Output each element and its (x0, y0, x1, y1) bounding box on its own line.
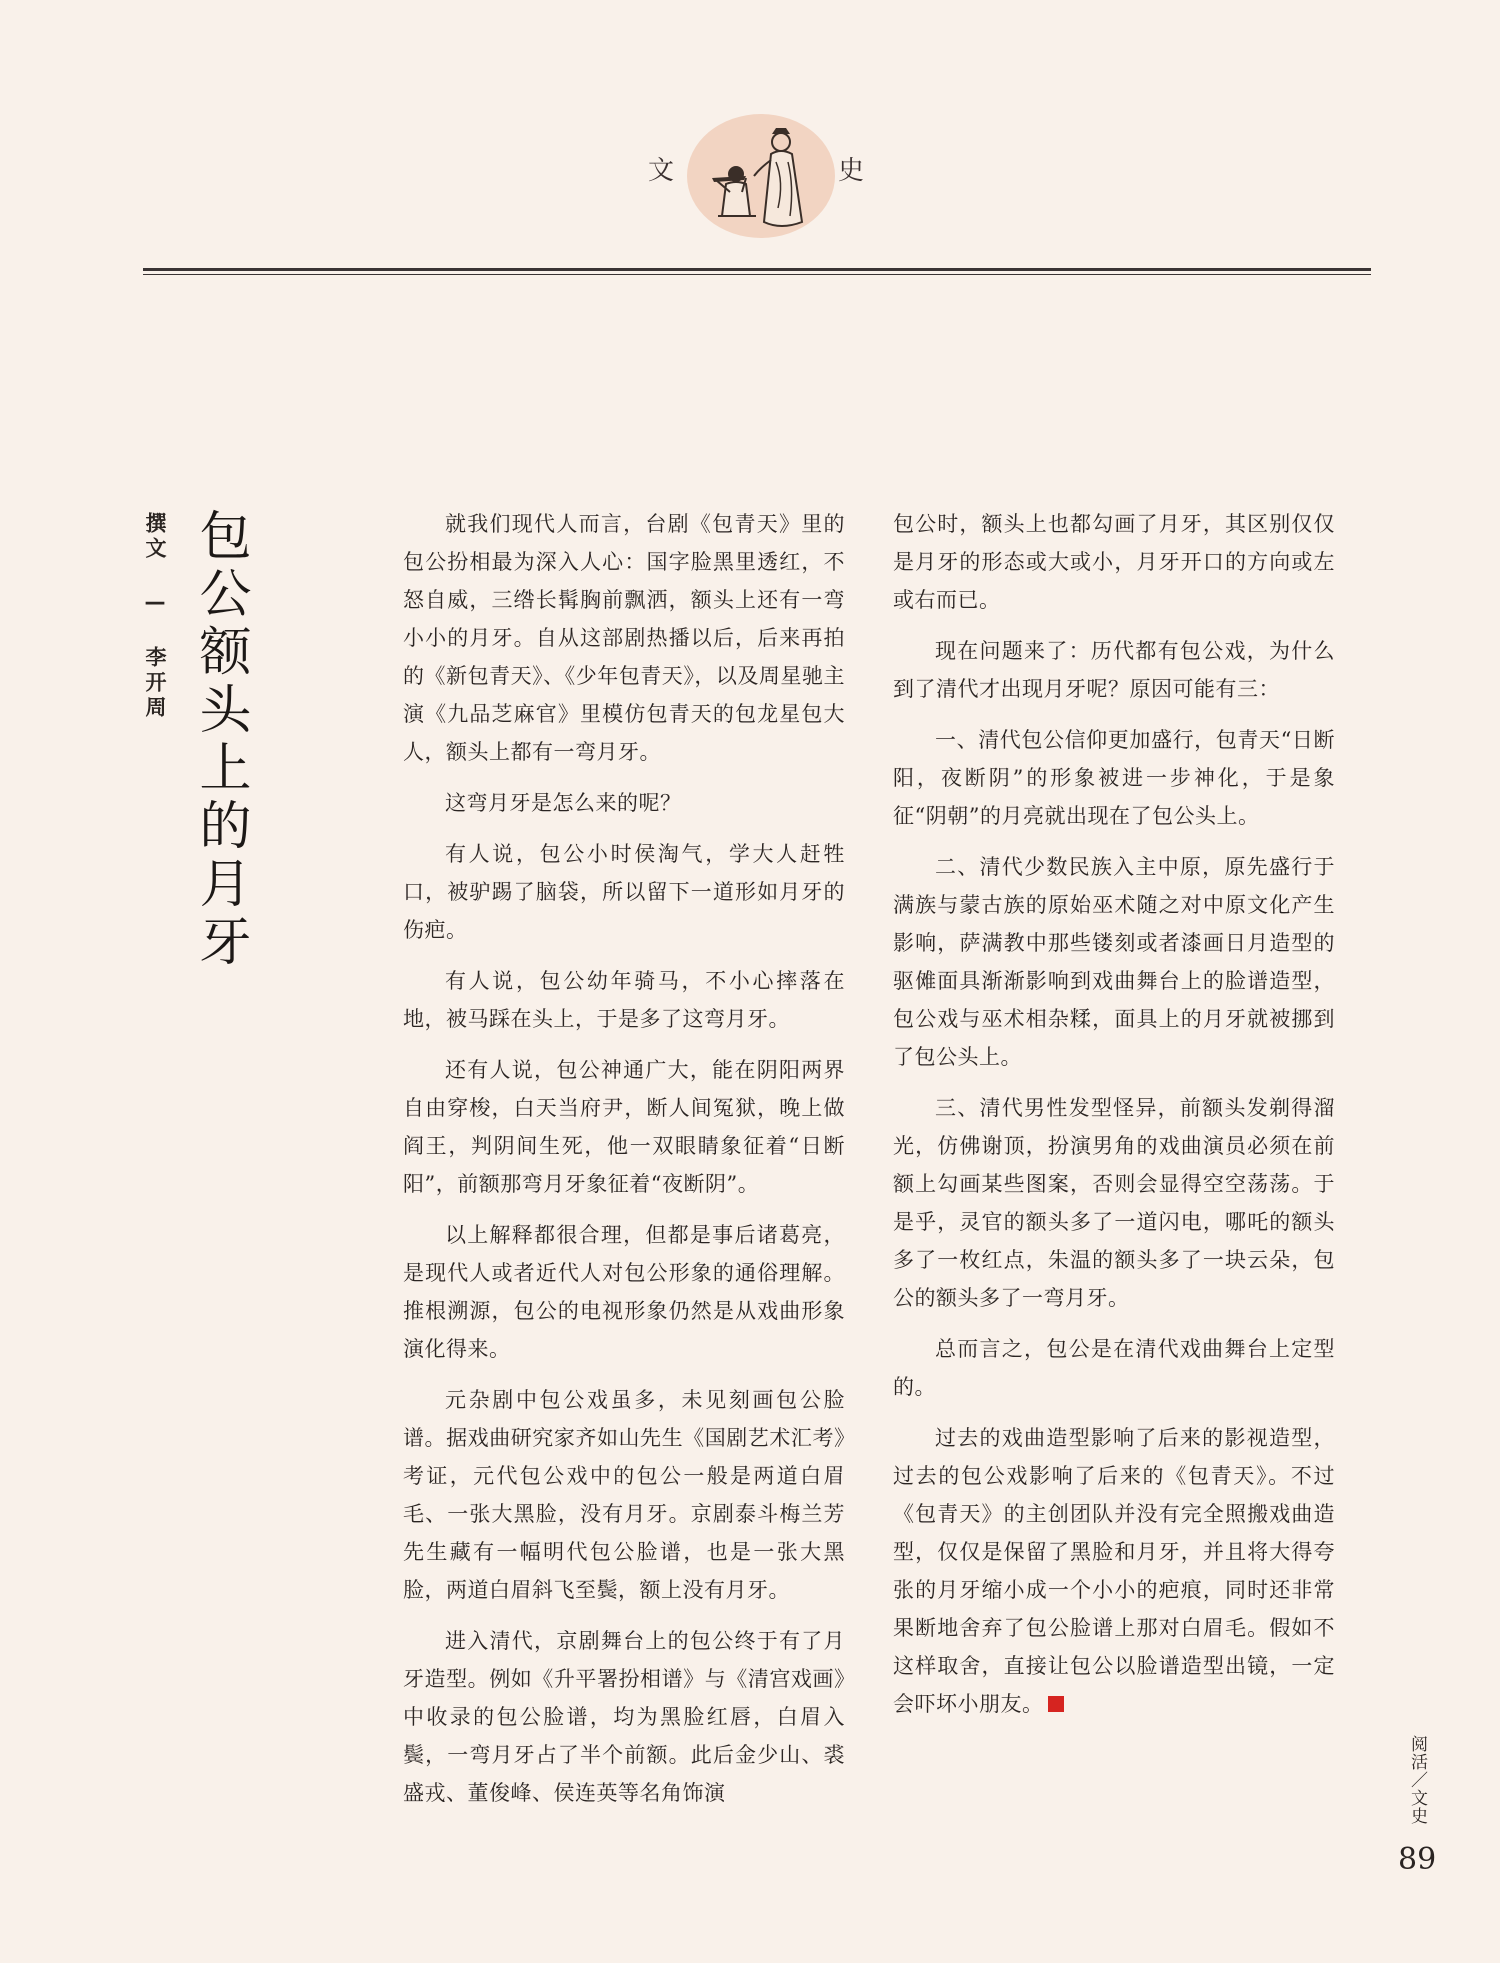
paragraph: 三、清代男性发型怪异，前额头发剃得溜光，仿佛谢顶，扮演男角的戏曲演员必须在前额上勾画某些图案，否则会显得空空荡荡。于是乎，灵官的额头多了一道闪电，哪吒的额头多了一枚红点，朱温的额头多了一块云朵，包公的额头多了一弯月牙。 (893, 1096, 1335, 1310)
paragraph-continued: 包公时，额头上也都勾画了月牙，其区别仅仅是月牙的形态或大或小，月牙开口的方向或左或右而已。 (893, 512, 1335, 612)
article-title: 包公额头上的月牙 (190, 508, 250, 972)
header-rule-thin (143, 274, 1371, 275)
magazine-name: 阅活 (1407, 1735, 1427, 1771)
paragraph: 总而言之，包公是在清代戏曲舞台上定型的。 (893, 1337, 1335, 1399)
footer-section-label (1405, 1735, 1430, 1825)
page-number: 89 (1398, 1842, 1437, 1877)
paragraph-final (893, 1419, 1335, 1723)
end-mark-icon (1048, 1696, 1064, 1712)
page-header (0, 0, 1500, 270)
paragraph: 现在问题来了：历代都有包公戏，为什么到了清代才出现月牙呢？原因可能有三： (893, 639, 1335, 701)
paragraph: 有人说，包公小时侯淘气，学大人赶牲口，被驴踢了脑袋，所以留下一道形如月牙的伤疤。 (403, 842, 845, 942)
paragraph-final-text: 过去的戏曲造型影响了后来的影视造型，过去的包公戏影响了后来的《包青天》。不过《包青天》的主创团队并没有完全照搬戏曲造型，仅仅是保留了黑脸和月牙，并且将大得夸张的月牙缩小成一个小小的疤痕，同时还非常果断地舍弃了包公脸谱上那对白眉毛。假如不这样取舍，直接让包公以脸谱造型出镜，一定会吓坏小朋友。 (893, 1426, 1335, 1716)
paragraph: 就我们现代人而言，台剧《包青天》里的包公扮相最为深入人心：国字脸黑里透红，不怒自威，三绺长髯胸前飘洒，额头上还有一弯小小的月牙。自从这部剧热播以后，后来再拍的《新包青天》、《少年包青天》，以及周星驰主演《九品芝麻官》里模仿包青天的包龙星包大人，额头上都有一弯月牙。 (403, 512, 845, 764)
header-rule-thick (143, 268, 1371, 271)
header-section-char-right: 史 (838, 156, 865, 186)
paragraph: 一、清代包公信仰更加盛行，包青天“日断阳，夜断阴”的形象被进一步神化，于是象征“阴朝”的月亮就出现在了包公头上。 (893, 728, 1335, 828)
text-column-left (403, 505, 845, 1825)
author-byline: 撰文 — 李开周 (143, 512, 167, 721)
paragraph: 二、清代少数民族入主中原，原先盛行于满族与蒙古族的原始巫术随之对中原文化产生影响，萨满教中那些镂刻或者漆画日月造型的驱傩面具渐渐影响到戏曲舞台上的脸谱造型，包公戏与巫术相杂糅，面具上的月牙就被挪到了包公头上。 (893, 855, 1335, 1069)
section-name: 文史 (1407, 1789, 1427, 1825)
paragraph: 还有人说，包公神通广大，能在阴阳两界自由穿梭，白天当府尹，断人间冤狱，晚上做阎王，判阴间生死，他一双眼睛象征着“日断阳”，前额那弯月牙象征着“夜断阴”。 (403, 1058, 845, 1196)
paragraph: 以上解释都很合理，但都是事后诸葛亮，是现代人或者近代人对包公形象的通俗理解。推根溯源，包公的电视形象仍然是从戏曲形象演化得来。 (403, 1223, 845, 1361)
header-section-char-left: 文 (648, 156, 675, 186)
text-column-right (893, 505, 1335, 1736)
paragraph: 有人说，包公幼年骑马，不小心摔落在地，被马踩在头上，于是多了这弯月牙。 (403, 969, 845, 1031)
paragraph: 元杂剧中包公戏虽多，未见刻画包公脸谱。据戏曲研究家齐如山先生《国剧艺术汇考》考证，元代包公戏中的包公一般是两道白眉毛、一张大黑脸，没有月牙。京剧泰斗梅兰芳先生藏有一幅明代包公脸谱，也是一张大黑脸，两道白眉斜飞至鬓，额上没有月牙。 (403, 1388, 845, 1602)
scholar-illustration-icon (686, 112, 836, 240)
paragraph: 这弯月牙是怎么来的呢？ (445, 791, 682, 815)
paragraph: 进入清代，京剧舞台上的包公终于有了月牙造型。例如《升平署扮相谱》与《清宫戏画》中收录的包公脸谱，均为黑脸红唇，白眉入鬓，一弯月牙占了半个前额。此后金少山、裘盛戎、董俊峰、侯连英等名角饰演 (403, 1629, 845, 1805)
divider-slash: ／ (1407, 1771, 1427, 1789)
